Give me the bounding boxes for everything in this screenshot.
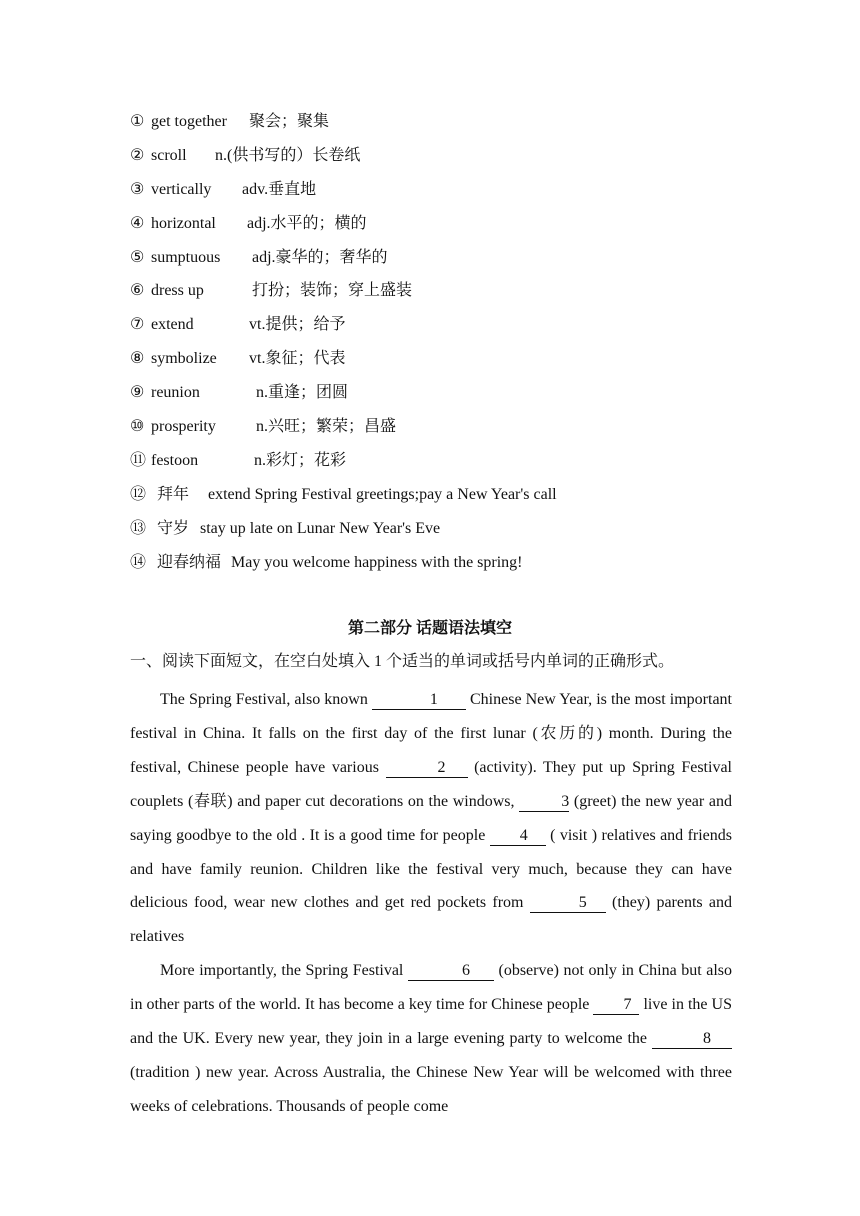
item-number: ③	[130, 180, 145, 198]
vocab-definition: adj.豪华的；奢华的	[252, 248, 388, 266]
item-number: ①	[130, 113, 145, 130]
item-number: ⑤	[130, 248, 145, 266]
item-number: ⑩	[130, 418, 145, 436]
vocab-definition: vt.提供；给予	[249, 316, 346, 334]
item-number: ②	[130, 146, 145, 164]
vocab-definition: 聚会；聚集	[249, 113, 330, 130]
item-number: ⑥	[130, 282, 145, 300]
passage-text: (observe) not only in China but also in other parts of the world. It has become a key time for Chinese people	[130, 962, 733, 1014]
vocab-item	[130, 413, 750, 447]
answer-blank-2[interactable]: 2	[386, 759, 468, 778]
vocab-item	[130, 515, 750, 549]
answer-blank-3[interactable]: 3	[519, 793, 569, 812]
passage-paragraph	[130, 683, 732, 954]
vocab-term: vertically	[151, 180, 212, 198]
answer-blank-1[interactable]: 1	[372, 691, 466, 710]
vocab-definition: 打扮；装饰；穿上盛装	[252, 282, 413, 300]
answer-blank-6[interactable]: 6	[408, 962, 494, 981]
passage-text: ( visit ) relatives and friends and have family reunion. Children like the festival very much, because they can have delicious food, wear new clothes and get red pockets from	[130, 826, 732, 912]
instruction-text: 一、阅读下面短文，在空白处填入 1 个适当的单词或括号内单词的正确形式。	[130, 653, 675, 670]
item-number: ⑬	[130, 519, 147, 537]
vocab-definition: adj.水平的；横的	[247, 214, 367, 232]
vocab-item	[130, 244, 750, 278]
vocab-definition: extend Spring Festival greetings;pay a New Year's call	[208, 485, 557, 503]
vocab-term: festoon	[151, 451, 199, 469]
vocab-definition: n.(供书写的）长卷纸	[215, 146, 361, 164]
vocab-term: 守岁	[157, 519, 190, 537]
vocab-definition: n.重逢；团圆	[256, 384, 349, 402]
item-number: ⑨	[130, 384, 145, 402]
item-number: ⑫	[130, 485, 147, 503]
section-title: 第二部分 话题语法填空	[347, 620, 512, 637]
answer-blank-7[interactable]: 7	[593, 996, 639, 1015]
vocab-item	[130, 345, 750, 379]
passage-text: More importantly, the Spring Festival	[160, 962, 408, 980]
vocab-definition: n.兴旺；繁荣；昌盛	[256, 418, 397, 436]
vocab-term: extend	[151, 316, 194, 334]
item-number: ⑭	[130, 553, 147, 571]
vocab-term: prosperity	[151, 418, 216, 436]
answer-blank-8[interactable]: 8	[652, 1030, 732, 1049]
passage-text: (they) parents and relatives	[130, 894, 732, 946]
passage-paragraph	[130, 954, 732, 1124]
vocab-item	[130, 379, 750, 413]
passage-text: Chinese New Year, is the most important festival in China. It falls on the first day of the first lunar (农历的) month. During the festival, Chinese people have various	[130, 691, 732, 776]
vocabulary-list	[130, 108, 750, 582]
answer-blank-4[interactable]: 4	[490, 827, 546, 846]
vocab-item	[130, 311, 750, 345]
vocab-item	[130, 176, 750, 210]
vocab-definition: adv.垂直地	[242, 180, 317, 198]
vocab-term: sumptuous	[151, 248, 221, 266]
vocab-term: scroll	[151, 146, 187, 164]
vocab-definition: May you welcome happiness with the spring!	[231, 553, 523, 571]
vocab-definition: n.彩灯；花彩	[254, 451, 347, 469]
passage-text: (tradition ) new year. Across Australia, the Chinese New Year will be welcomed with three weeks of celebrations. Thousands of people come	[130, 1063, 732, 1115]
item-number: ④	[130, 214, 145, 232]
passage-text: (greet) the new year and saying goodbye to the old . It is a good time for people	[130, 792, 732, 844]
reading-passage	[130, 683, 732, 1124]
vocab-term: get together	[151, 113, 227, 130]
item-number: ⑧	[130, 350, 145, 368]
passage-text: (activity). They put up Spring Festival couplets (春联) and paper cut decorations on the windows,	[130, 758, 732, 810]
vocab-item	[130, 549, 750, 583]
vocab-definition: stay up late on Lunar New Year's Eve	[200, 519, 441, 537]
answer-blank-5[interactable]: 5	[530, 894, 606, 913]
vocab-term: symbolize	[151, 350, 217, 368]
vocab-term: 拜年	[157, 485, 190, 503]
vocab-term: 迎春纳福	[157, 553, 222, 571]
vocab-term: reunion	[151, 384, 200, 402]
vocab-item	[130, 447, 750, 481]
vocab-item	[130, 210, 750, 244]
vocab-definition: vt.象征；代表	[249, 350, 346, 368]
vocab-item	[130, 142, 750, 176]
vocab-item	[130, 481, 750, 515]
passage-text: The Spring Festival, also known	[160, 691, 372, 708]
vocab-item	[130, 277, 750, 311]
item-number: ⑪	[130, 451, 147, 469]
passage-text: live in the US and the UK. Every new year, they join in a large evening party to welcome the	[130, 996, 732, 1048]
vocab-term: horizontal	[151, 214, 216, 232]
vocab-term: dress up	[151, 282, 204, 300]
vocab-item	[130, 108, 750, 142]
item-number: ⑦	[130, 316, 145, 334]
